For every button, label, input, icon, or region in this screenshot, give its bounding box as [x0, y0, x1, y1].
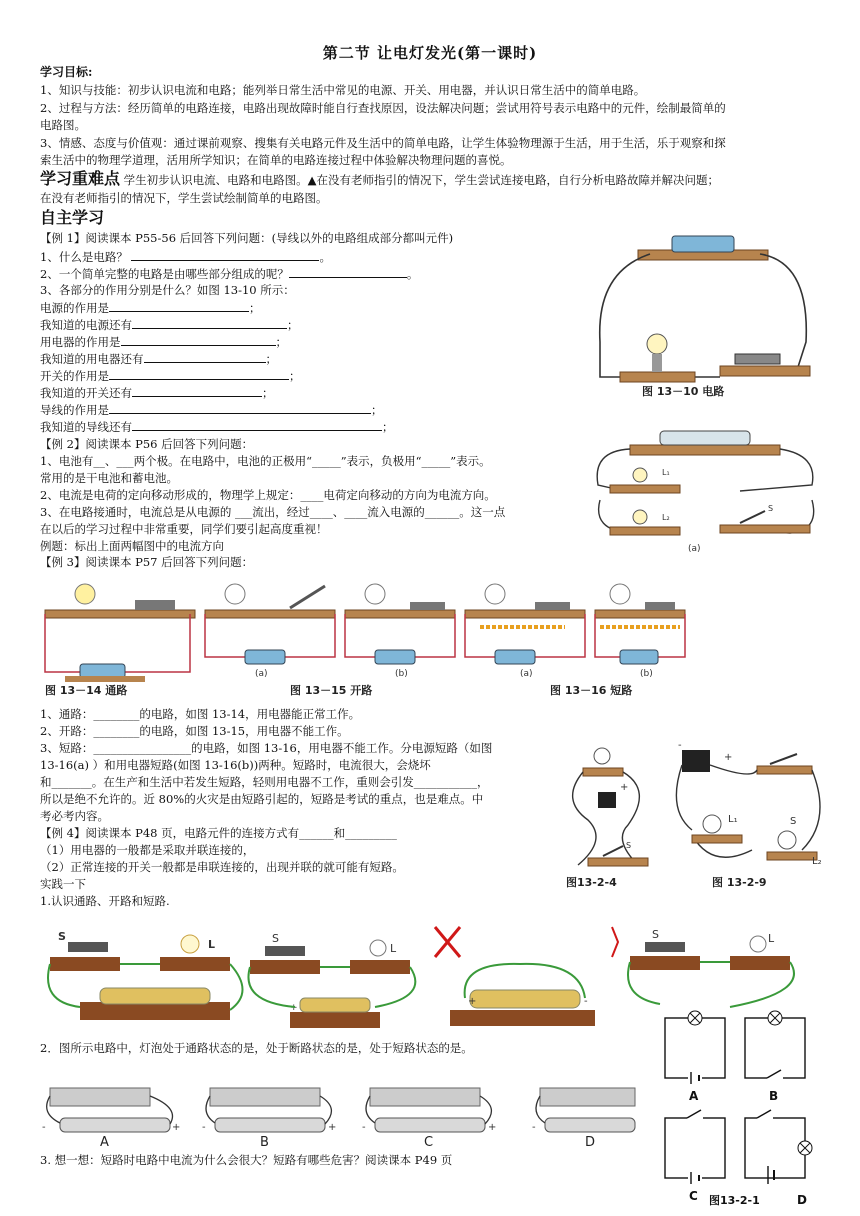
- answer-blank[interactable]: [109, 299, 249, 312]
- switch-label: S: [768, 504, 774, 513]
- circuit-label: D: [585, 1135, 596, 1148]
- polarity-label: +: [724, 752, 733, 763]
- answer-blank[interactable]: [109, 367, 289, 380]
- ex4-line: （2）正常连接的开关一般都是串联连接的，出现并联的就可能有短路。: [40, 860, 404, 874]
- question-3: 3. 想一想：短路时电路中电流为什么会很大？短路有哪些危害？阅读课本 P49 页: [40, 1153, 453, 1167]
- ex4-line: （1）用电器的一般都是采取并联连接的，: [40, 843, 255, 857]
- page-title: 第二节 让电灯发光(第一课时): [322, 44, 538, 62]
- schematic-label: C: [689, 1189, 698, 1203]
- answer-blank[interactable]: [132, 316, 287, 329]
- polarity-label: +: [468, 996, 477, 1007]
- answer-blank[interactable]: [109, 401, 371, 414]
- keypoints-text: 在没有老师指引的情况下，学生尝试绘制简单的电路图。: [40, 191, 328, 205]
- keypoints-heading: 学习重难点: [40, 169, 121, 188]
- figure-caption: 图 13－10 电路: [642, 385, 725, 398]
- circuit-label: -: [202, 1122, 206, 1133]
- ex1-row: 导线的作用是 ；: [40, 403, 383, 417]
- schematic-label: D: [797, 1193, 807, 1207]
- ex2-line: 2、电流是电荷的定向移动形成的，物理学上规定：____电荷定向移动的方向为电流方向。: [40, 488, 496, 502]
- cross-icon: [435, 927, 460, 957]
- ex3-line: 考必考内容。: [40, 809, 109, 823]
- figure-caption: 图 13－14 通路: [45, 684, 128, 697]
- polarity-label: -: [584, 996, 588, 1007]
- ex1-row: 电源的作用是 ；: [40, 301, 261, 315]
- circuit-label: +: [488, 1122, 497, 1133]
- lamp-label: L₂: [812, 856, 822, 867]
- switch-label: S: [626, 841, 632, 850]
- circuit-label: -: [42, 1122, 46, 1133]
- switch-label: S: [272, 932, 279, 945]
- ex1-q1: 1、什么是电路？ 。: [40, 250, 331, 264]
- answer-blank[interactable]: [144, 350, 266, 363]
- ex4-heading: 【例 4】阅读课本 P48 页，电路元件的连接方式有______和_________: [40, 826, 397, 840]
- objectives-heading: 学习目标:: [40, 65, 93, 79]
- circuit-figure-13-2-4: [558, 740, 670, 892]
- ex3-line: 13-16(a) ）和用电器短路(如图 13-16(b))两种。短路时，电流很大，会烧坏: [40, 758, 431, 772]
- lamp-label: L: [390, 942, 397, 955]
- ex3-line: 所以是绝不允许的。近 80%的火灾是由短路引起的，短路是考试的重点，也是难点。中: [40, 792, 484, 806]
- lamp-label: L₁: [662, 468, 670, 477]
- circuit-label: -: [532, 1122, 536, 1133]
- objective-line: 3、情感、态度与价值观：通过课前观察、搜集有关电路元件及生活中的简单电路，让学生体验物理源于生活，用于生活，乐于观察和探: [40, 136, 726, 150]
- figure-caption: (a): [688, 544, 701, 554]
- switch-label: S: [790, 816, 797, 827]
- circuit-label: A: [100, 1135, 109, 1148]
- ex1-row: 我知道的用电器还有 ；: [40, 352, 277, 366]
- sub-label: (a): [255, 669, 268, 679]
- ex1-heading: 【例 1】阅读课本 P55-56 后回答下列问题：(导线以外的电路组成部分都叫元件): [40, 231, 454, 245]
- lamp-label: L: [768, 932, 775, 945]
- sub-label: (b): [395, 669, 408, 679]
- circuit-label: C: [424, 1135, 434, 1148]
- lamp-label: L₂: [662, 513, 670, 522]
- answer-blank[interactable]: [131, 248, 319, 261]
- schematic-label: B: [769, 1089, 779, 1103]
- answer-blank[interactable]: [132, 418, 382, 431]
- ex4-line: 1.认识通路、开路和短路.: [40, 894, 170, 908]
- objective-line: 1、知识与技能：初步认识电流和电路；能列举日常生活中常见的电源、开关、用电器，并认识日常生活中的简单电路。: [40, 83, 646, 97]
- objective-line: 电路图。: [40, 118, 86, 132]
- answer-blank[interactable]: [132, 384, 262, 397]
- ex1-row: 开关的作用是 ；: [40, 369, 301, 383]
- ex1-q3: 3、各部分的作用分别是什么？如图 13-10 所示：: [40, 283, 295, 297]
- ex1-row: 我知道的电源还有 ；: [40, 318, 299, 332]
- ex1-row: 我知道的开关还有 ；: [40, 386, 274, 400]
- objective-line: 2、过程与方法：经历简单的电路连接，电路出现故障时能自行查找原因，设法解决问题；尝试用符号表示电路中的元件，绘制最简单的: [40, 101, 726, 115]
- figure-caption: 图13-2-4: [566, 876, 617, 889]
- ex3-line: 和_______。在生产和生活中若发生短路，轻则用电器不工作，重则会引发___________，: [40, 775, 489, 789]
- ex2-line: 1、电池有__、___两个极。在电路中，电池的正极用“_____”表示，负极用“_____”表示。: [40, 454, 491, 468]
- circuit-figure-13-10: [590, 232, 822, 402]
- circuit-figure-13-2-9: [672, 740, 830, 892]
- ex1-row: 我知道的导线还有 ；: [40, 420, 394, 434]
- schematic-label: A: [689, 1089, 699, 1103]
- switch-label: S: [652, 928, 659, 941]
- switch-label: S: [58, 930, 66, 943]
- circuit-label: +: [172, 1122, 181, 1133]
- polarity-label: +: [620, 782, 629, 793]
- ex2-line: 常用的是干电池和蓄电池。: [40, 471, 178, 485]
- objective-line: 索生活中的物理学道理，活用所学知识；在简单的电路连接过程中体验解决物理问题的喜悦。: [40, 153, 512, 167]
- figure-caption: 图 13-2-9: [712, 876, 767, 889]
- circuit-label: -: [362, 1122, 366, 1133]
- ex3-line: 2、开路：________的电路，如图 13-15，用电器不能工作。: [40, 724, 349, 738]
- circuit-figure-a: [590, 425, 822, 555]
- question-2: 2．图所示电路中，灯泡处于通路状态的是，处于断路状态的是，处于短路状态的是。: [40, 1041, 473, 1055]
- ex1-q2: 2、一个简单完整的电路是由哪些部分组成的呢？ 。: [40, 267, 419, 281]
- circuit-label: B: [260, 1135, 269, 1148]
- lamp-label: L: [208, 938, 216, 951]
- schematic-figure-13-2-1: [655, 1008, 815, 1208]
- figure-caption: 图 13－15 开路: [290, 684, 373, 697]
- polarity-label: +: [290, 1003, 298, 1013]
- ex2-line: 3、在电路接通时，电流总是从电源的 ___流出，经过____、____流入电源的______。这一点: [40, 505, 506, 519]
- ex1-row: 用电器的作用是 ；: [40, 335, 287, 349]
- ex3-heading: 【例 3】阅读课本 P57 后回答下列问题：: [40, 555, 254, 569]
- answer-blank[interactable]: [121, 333, 276, 346]
- ex3-line: 3、短路：_________________的电路，如图 13-16，用电器不能工作。分电源短路（如图: [40, 741, 493, 755]
- lamp-label: L₁: [728, 814, 738, 825]
- polarity-label: -: [678, 740, 682, 751]
- figure-caption: 图 13－16 短路: [550, 684, 633, 697]
- keypoints-line: [40, 170, 719, 189]
- ex2-line: 例题：标出上面两幅图中的电流方向: [40, 539, 224, 553]
- sub-label: (b): [640, 669, 653, 679]
- section-heading: 自主学习: [40, 208, 105, 227]
- figure-caption: 图13-2-1: [709, 1194, 760, 1207]
- ex2-heading: 【例 2】阅读课本 P56 后回答下列问题：: [40, 437, 254, 451]
- ex3-line: 1、通路：________的电路，如图 13-14，用电器能正常工作。: [40, 707, 361, 721]
- ex2-line: 在以后的学习过程中非常重要，同学们要引起高度重视！: [40, 522, 328, 536]
- circuit-label: +: [328, 1122, 337, 1133]
- keypoints-text: 学生初步认识电流、电路和电路图。▲在没有老师指引的情况下，学生尝试连接电路，自行分析电路故障并解决问题；: [123, 173, 720, 187]
- ex4-line: 实践一下: [40, 877, 86, 891]
- answer-blank[interactable]: [289, 265, 407, 278]
- circuit-figures-13-14-to-13-16: [40, 572, 690, 700]
- circuits-a-to-d: [40, 1058, 640, 1148]
- sub-label: (a): [520, 669, 533, 679]
